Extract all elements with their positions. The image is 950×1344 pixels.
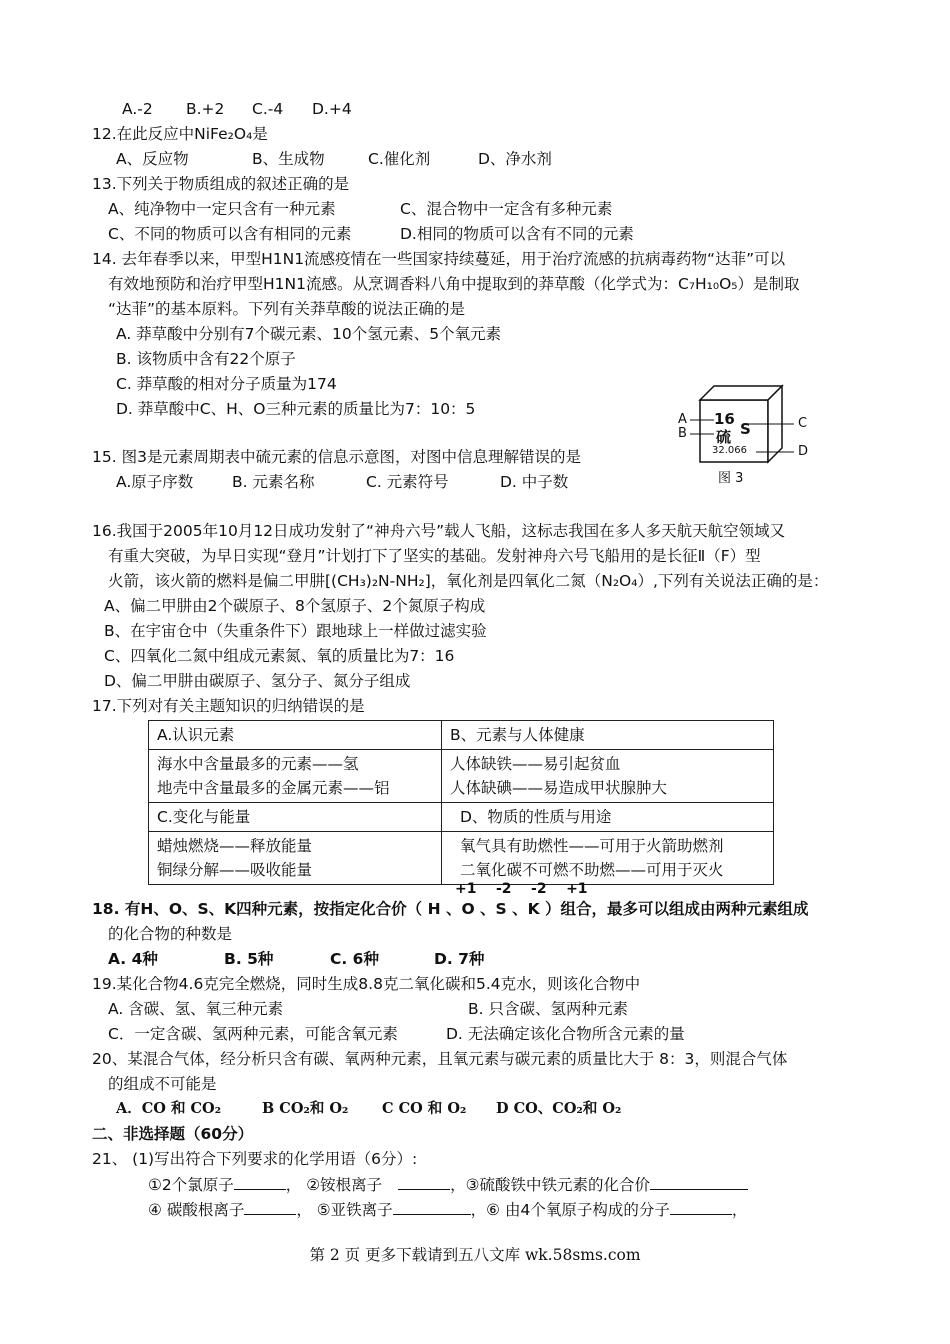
q20-option-a: A．CO 和 CO₂ — [116, 1100, 222, 1117]
q19-option-c: C．一定含碳、氢两种元素，可能含氧元素 — [108, 1025, 398, 1043]
q13-options-row1 — [108, 198, 612, 220]
figure-caption: 图 3 — [718, 471, 744, 486]
q17-knowledge-table — [148, 720, 774, 885]
label-c: C — [798, 416, 808, 431]
q19-option-d: D. 无法确定该化合物所含元素的量 — [446, 1025, 685, 1043]
q16-stem-line3: 火箭，该火箭的燃料是偏二甲肼[(CH₃)₂N-NH₂]，氧化剂是四氧化二氮（N₂O₄）,下列有关说法正确的是： — [108, 572, 829, 590]
table-cell-d-body: 氧气具有助燃性——可用于火箭助燃剂 二氧化碳不可燃不助燃——可用于灭火 — [442, 832, 774, 885]
atomic-number: 16 — [714, 410, 735, 428]
q11-option-c: C.-4 — [252, 100, 284, 118]
q21-row2-end: ， — [731, 1201, 748, 1219]
q20-options — [116, 1098, 621, 1120]
q20-stem-line1: 20、某混合气体，经分析只含有碳、氧两种元素，且氧元素与碳元素的质量比大于 8：3，则混合气体 — [92, 1050, 788, 1068]
element-symbol: S — [740, 420, 751, 438]
q20-option-b: B CO₂和 O₂ — [262, 1100, 349, 1117]
q19-option-b: B. 只含碳、氢两种元素 — [468, 1000, 628, 1018]
q13-option-c2: C、不同的物质可以含有相同的元素 — [108, 225, 352, 243]
q14-stem-line2: 有效地预防和治疗甲型H1N1流感。从烹调香料八角中提取到的莽草酸（化学式为：C₇H₁₀O₅）是制取 — [108, 275, 800, 293]
q13-option-a: A、纯净物中一定只含有一种元素 — [108, 200, 336, 218]
q13-stem: 13.下列关于物质组成的叙述正确的是 — [92, 175, 350, 193]
q17-stem: 17.下列对有关主题知识的归纳错误的是 — [92, 697, 365, 715]
q18-option-c: C. 6种 — [330, 950, 379, 968]
q21-item-5: ， ⑤亚铁离子 — [296, 1201, 393, 1219]
q12-option-a: A、反应物 — [116, 150, 189, 168]
q18-option-b: B. 5种 — [224, 950, 274, 968]
q14-option-b: B. 该物质中含有22个原子 — [116, 350, 296, 368]
q12-option-b: B、生成物 — [252, 150, 325, 168]
q21-item-3: ，③硫酸铁中铁元素的化合价 — [450, 1176, 650, 1194]
element-name: 硫 — [716, 428, 732, 446]
q19-options-row1 — [108, 998, 628, 1020]
atomic-mass: 32.066 — [712, 445, 747, 456]
q16-option-c: C、四氧化二氮中组成元素氮、氧的质量比为7：16 — [104, 647, 455, 665]
q15-option-a: A.原子序数 — [116, 473, 194, 491]
q19-stem: 19.某化合物4.6克完全燃烧，同时生成8.8克二氧化碳和5.4克水，则该化合物中 — [92, 975, 641, 993]
table-cell-a-body: 海水中含量最多的元素——氢 地壳中含量最多的金属元素——铝 — [149, 750, 442, 803]
q15-stem: 15. 图3是元素周期表中硫元素的信息示意图，对图中信息理解错误的是 — [92, 448, 581, 466]
table-cell-c-body: 蜡烛燃烧——释放能量 铜绿分解——吸收能量 — [149, 832, 442, 885]
q15-options — [116, 471, 568, 493]
q14-option-d: D. 莽草酸中C、H、O三种元素的质量比为7：10：5 — [116, 400, 476, 418]
q19-option-a: A. 含碳、氢、氧三种元素 — [108, 1000, 284, 1018]
q12-option-c: C.催化剂 — [368, 150, 431, 168]
q15-option-c: C. 元素符号 — [366, 473, 449, 491]
q20-option-c: C CO 和 O₂ — [382, 1100, 467, 1117]
q21-item-4: ④ 碳酸根离子 — [148, 1201, 245, 1219]
q16-stem-line1: 16.我国于2005年10月12日成功发射了“神舟六号”载人飞船，这标志我国在多人多天航天航空领域又 — [92, 522, 786, 540]
table-cell-c-title: C.变化与能量 — [149, 803, 442, 832]
table-cell-a-title: A.认识元素 — [149, 721, 442, 750]
q15-option-d: D. 中子数 — [500, 473, 569, 491]
q18-stem-line2: 的化合物的种数是 — [108, 925, 233, 943]
q18-option-a: A. 4种 — [108, 950, 158, 968]
q18-options — [108, 948, 484, 970]
answer-blank-5[interactable] — [393, 1198, 471, 1215]
q16-stem-line2: 有重大突破，为早日实现“登月”计划打下了坚实的基础。发射神舟六号飞船用的是长征Ⅱ（F）型 — [108, 547, 761, 565]
q14-stem-line3: “达菲”的基本原料。下列有关莽草酸的说法正确的是 — [108, 300, 466, 318]
table-cell-d-title: D、物质的性质与用途 — [442, 803, 774, 832]
q21-stem: 21、 (1)写出符合下列要求的化学用语（6分）: — [92, 1150, 418, 1168]
q21-item-2: ， ②铵根离子 — [285, 1176, 383, 1194]
answer-blank-1[interactable] — [234, 1173, 286, 1190]
q13-option-c1: C、混合物中一定含有多种元素 — [400, 200, 613, 218]
q21-item-1: ①2个氯原子 — [148, 1176, 234, 1194]
q11-option-b: B.+2 — [186, 100, 225, 118]
q20-stem-line2: 的组成不可能是 — [108, 1075, 217, 1093]
q14-option-c: C. 莽草酸的相对分子质量为174 — [116, 375, 337, 393]
q13-options-row2 — [108, 223, 634, 245]
q11-option-d: D.+4 — [312, 100, 352, 118]
label-d: D — [798, 444, 809, 459]
q12-option-d: D、净水剂 — [478, 150, 552, 168]
answer-blank-2[interactable] — [398, 1173, 450, 1190]
figure-3-sulfur-cell — [672, 380, 812, 490]
q21-item-6: ，⑥ 由4个氧原子构成的分子 — [470, 1201, 670, 1219]
section-heading: 二、非选择题（60分） — [92, 1125, 254, 1143]
answer-blank-3[interactable] — [650, 1173, 748, 1190]
q19-options-row2 — [108, 1023, 685, 1045]
q14-option-a: A. 莽草酸中分别有7个碳元素、10个氢元素、5个氧元素 — [116, 325, 502, 343]
q13-option-d: D.相同的物质可以含有不同的元素 — [400, 225, 634, 243]
q14-stem-line1: 14. 去年春季以来，甲型H1N1流感疫情在一些国家持续蔓延，用于治疗流感的抗病毒药物“达菲”可以 — [92, 250, 786, 268]
q18-stem-line1: 18. 有H、O、S、K四种元素，按指定化合价（ H 、O 、S 、K ）组合，最多可以组成由两种元素组成 — [92, 900, 809, 918]
answer-blank-6[interactable] — [670, 1198, 732, 1215]
table-cell-b-body: 人体缺铁——易引起贫血 人体缺碘——易造成甲状腺肿大 — [442, 750, 774, 803]
q12-stem: 12.在此反应中NiFe₂O₄是 — [92, 125, 268, 143]
q16-option-a: A、偏二甲肼由2个碳原子、8个氢原子、2个氮原子构成 — [104, 597, 486, 615]
q15-option-b: B. 元素名称 — [232, 473, 315, 491]
label-b: B — [678, 426, 687, 441]
q11-option-a: A.-2 — [122, 100, 153, 118]
q16-option-d: D、偏二甲肼由碳原子、氢分子、氮分子组成 — [104, 672, 411, 690]
table-cell-b-title: B、元素与人体健康 — [442, 721, 774, 750]
q18-option-d: D. 7种 — [434, 950, 485, 968]
q11-options — [122, 98, 352, 120]
q20-option-d: D CO、CO₂和 O₂ — [496, 1100, 622, 1117]
q12-options — [116, 148, 552, 170]
label-a: A — [678, 412, 687, 427]
q18-valences: +1 -2 -2 +1 — [455, 881, 588, 897]
q16-option-b: B、在宇宙仓中（失重条件下）跟地球上一样做过滤实验 — [104, 622, 487, 640]
q21-row2 — [148, 1198, 747, 1221]
q21-row1 — [148, 1173, 748, 1196]
answer-blank-4[interactable] — [244, 1198, 296, 1215]
page-footer: 第 2 页 更多下载请到五八文库 wk.58sms.com — [309, 1246, 641, 1264]
